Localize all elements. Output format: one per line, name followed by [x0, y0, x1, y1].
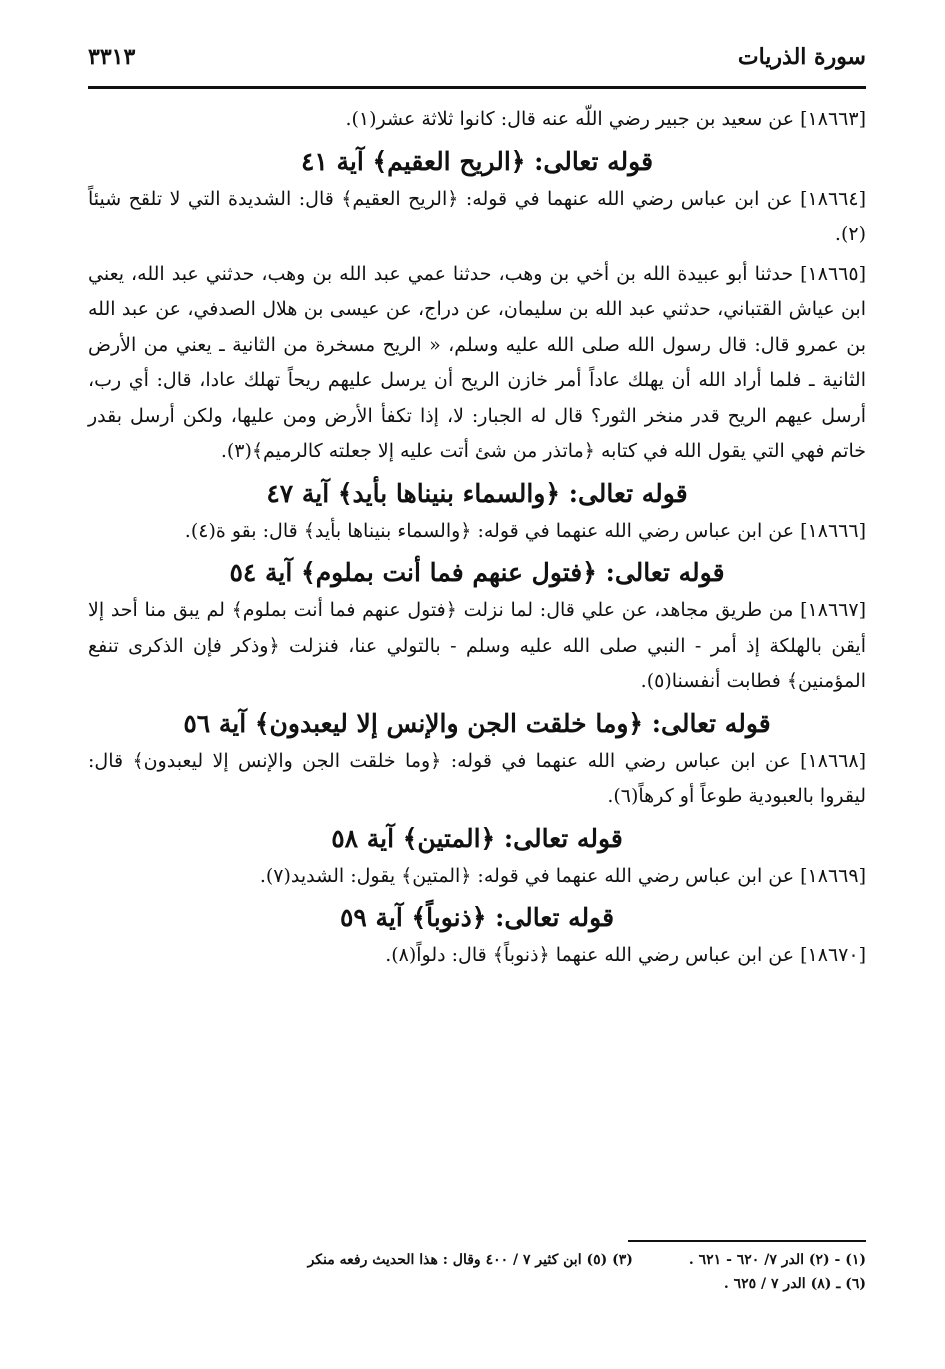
footnote-lines [88, 1248, 866, 1296]
footnote-line-1 [88, 1248, 866, 1272]
verse-heading-56: قوله تعالى: ﴿وما خلقت الجن والإنس إلا ليعبدون﴾ آية ٥٦ [183, 708, 771, 738]
page-body [88, 102, 866, 978]
hadith-18670: [١٨٦٧٠] عن ابن عباس رضي الله عنهما ﴿ذنوباً﴾ قال: دلواً(٨). [385, 944, 866, 966]
hadith-18667: [١٨٦٦٧] من طريق مجاهد، عن علي قال: لما نزلت ﴿فتول عنهم فما أنت بملوم﴾ لم يبق منا أحد إلا أيقن بالهلكة إذ أمر - النبي صلى الله عليه وسلم - بالتولي عنا، فنزلت ﴿وذكر فإن الذكرى تنفع المؤمنين﴾ فطابت أنفسنا(٥). [88, 599, 866, 692]
verse-heading-54: قوله تعالى: ﴿فتول عنهم فما أنت بملوم﴾ آية ٥٤ [229, 558, 725, 587]
hadith-18668: [١٨٦٦٨] عن ابن عباس رضي الله عنهما في قوله: ﴿وما خلقت الجن والإنس إلا ليعبدون﴾ قال: ليقروا بالعبودية طوعاً أو كرهاً(٦). [88, 749, 866, 807]
footnote-line-2 [88, 1272, 866, 1296]
book-page [88, 30, 866, 1330]
hadith-18666: [١٨٦٦٦] عن ابن عباس رضي الله عنهما في قوله: ﴿والسماء بنيناها بأيد﴾ قال: بقو ة(٤). [184, 519, 866, 542]
footnote-6-8: (٦) ـ (٨) الدر ٧ / ٦٢٥ . [723, 1276, 866, 1292]
footnote-1-2: (١) - (٢) الدر ٧/ ٦٢٠ - ٦٢١ . [688, 1252, 866, 1268]
verse-heading-58: قوله تعالى: ﴿المتين﴾ آية ٥٨ [331, 823, 623, 853]
surah-title: سورة الذريات [737, 44, 866, 70]
page-header [88, 30, 866, 90]
footnote-3-5: (٣) (٥) ابن كثير ٧ / ٤٠٠ وقال : هذا الحديث رفعه منكر [307, 1252, 633, 1268]
hadith-18665: [١٨٦٦٥] حدثنا أبو عبيدة الله بن أخي بن وهب، حدثنا عمي عبد الله بن وهب، حدثني عبد الله، يعني ابن عياش القتباني، حدثني عبد الله بن سليمان، عن دراج، عن عيسى بن هلال الصدفي، عن عبد الله بن عمرو قال: قال رسول الله صلى الله عليه وسلم، « الريح مسخرة من الثانية ـ يعني من الأرض الثانية ـ فلما أراد الله أن يهلك عاداً أمر خازن الريح أن يرسل عليهم ريحاً تهلك عادا، قال: أي رب، أرسل عيهم الريح قدر منخر الثور؟ قال له الجبار: لا، إذا تكفأ الأرض ومن عليها، ولكن أرسل بقدر خاتم فهي التي يقول الله في كتابه ﴿ماتذر من شئ أتت عليه إلا جعلته كالرميم﴾(٣). [88, 262, 866, 462]
verse-heading-47: قوله تعالى: ﴿والسماء بنيناها بأيد﴾ آية ٤٧ [266, 478, 688, 508]
header-rule [88, 86, 866, 89]
hadith-18664: [١٨٦٦٤] عن ابن عباس رضي الله عنهما في قوله: ﴿الريح العقيم﴾ قال: الشديدة التي لا تلقح شيئاً (٢). [88, 187, 866, 245]
page-number: ٣٣١٣ [88, 44, 136, 70]
verse-heading-41: قوله تعالى: ﴿الريح العقيم﴾ آية ٤١ [300, 146, 654, 176]
verse-heading-59: قوله تعالى: ﴿ذنوباً﴾ آية ٥٩ [339, 903, 615, 932]
hadith-18669: [١٨٦٦٩] عن ابن عباس رضي الله عنهما في قوله: ﴿المتين﴾ يقول: الشديد(٧). [259, 864, 866, 887]
footnote-rule [628, 1240, 866, 1242]
hadith-18663: [١٨٦٦٣] عن سعيد بن جبير رضي اللّه عنه قال: كانوا ثلاثة عشر(١). [345, 108, 866, 130]
